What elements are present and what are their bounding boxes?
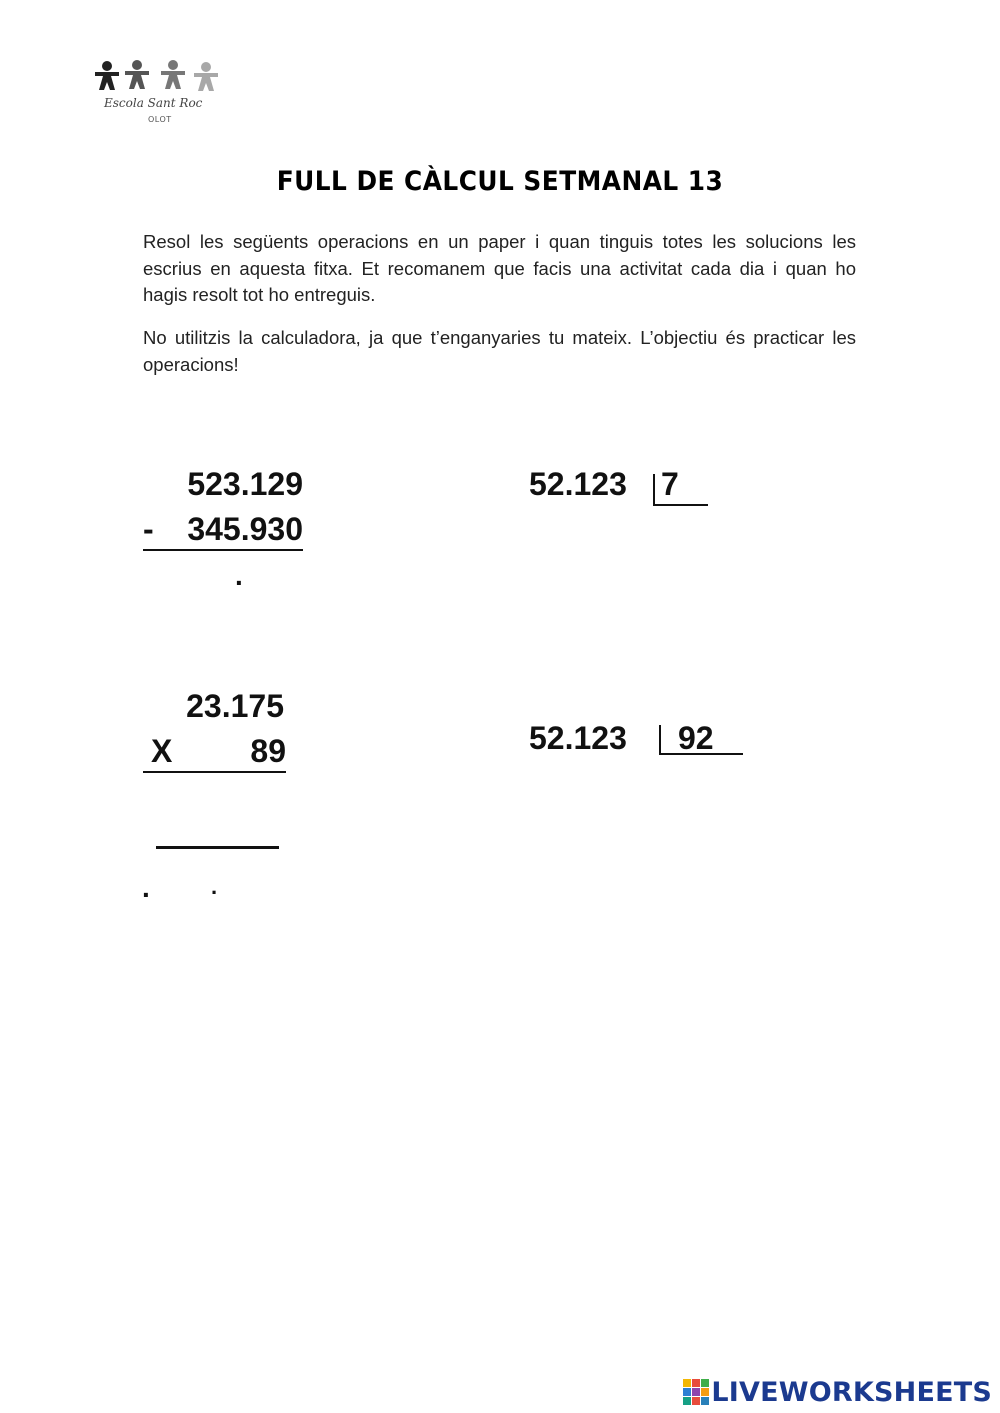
multiplication-multiplier: 89 (250, 733, 286, 769)
division-1-dividend: 52.123 (529, 466, 627, 502)
paper-people-icon (90, 58, 230, 98)
multiplication-multiplicand: 23.175 (186, 688, 284, 724)
multiplication-exercise (143, 688, 288, 778)
liveworksheets-brand: LIVEWORKSHEETS (711, 1376, 992, 1408)
school-logo (90, 58, 230, 130)
page-title: FULL DE CÀLCUL SETMANAL 13 (276, 166, 724, 197)
answer-decimal-point: . (211, 874, 218, 899)
division-exercise-1 (529, 466, 729, 511)
division-2-dividend: 52.123 (529, 720, 627, 756)
answer-decimal-point: . (235, 560, 243, 591)
multiplication-operator: X (151, 733, 173, 769)
answer-decimal-point: . (142, 872, 150, 903)
division-exercise-2 (529, 720, 749, 765)
instructions-paragraph-1: Resol les següents operacions en un paper i quan tinguis totes les solucions les escrius en aquesta fitxa. Et recomanem que facis una activitat cada dia i quan ho hagis resolt tot ho entreguis. (143, 231, 856, 305)
division-1-divisor: 7 (661, 466, 679, 502)
school-city: OLOT (148, 115, 172, 124)
liveworksheets-logo (683, 1377, 992, 1407)
subtraction-subtrahend: 345.930 (187, 511, 303, 547)
instructions-paragraph-2: No utilitzis la calculadora, ja que t’enganyaries tu mateix. L’objectiu és practicar les operacions! (143, 327, 856, 375)
subtraction-exercise (143, 466, 305, 556)
division-2-divisor: 92 (678, 720, 714, 756)
school-name: Escola Sant Roc (104, 96, 203, 110)
subtraction-bottom-row (143, 511, 303, 551)
subtraction-operator: - (143, 511, 154, 547)
multiplication-bottom-row (143, 733, 286, 773)
partial-product-line (156, 846, 279, 849)
liveworksheets-blocks-icon (683, 1379, 709, 1405)
subtraction-minuend: 523.129 (187, 466, 303, 502)
